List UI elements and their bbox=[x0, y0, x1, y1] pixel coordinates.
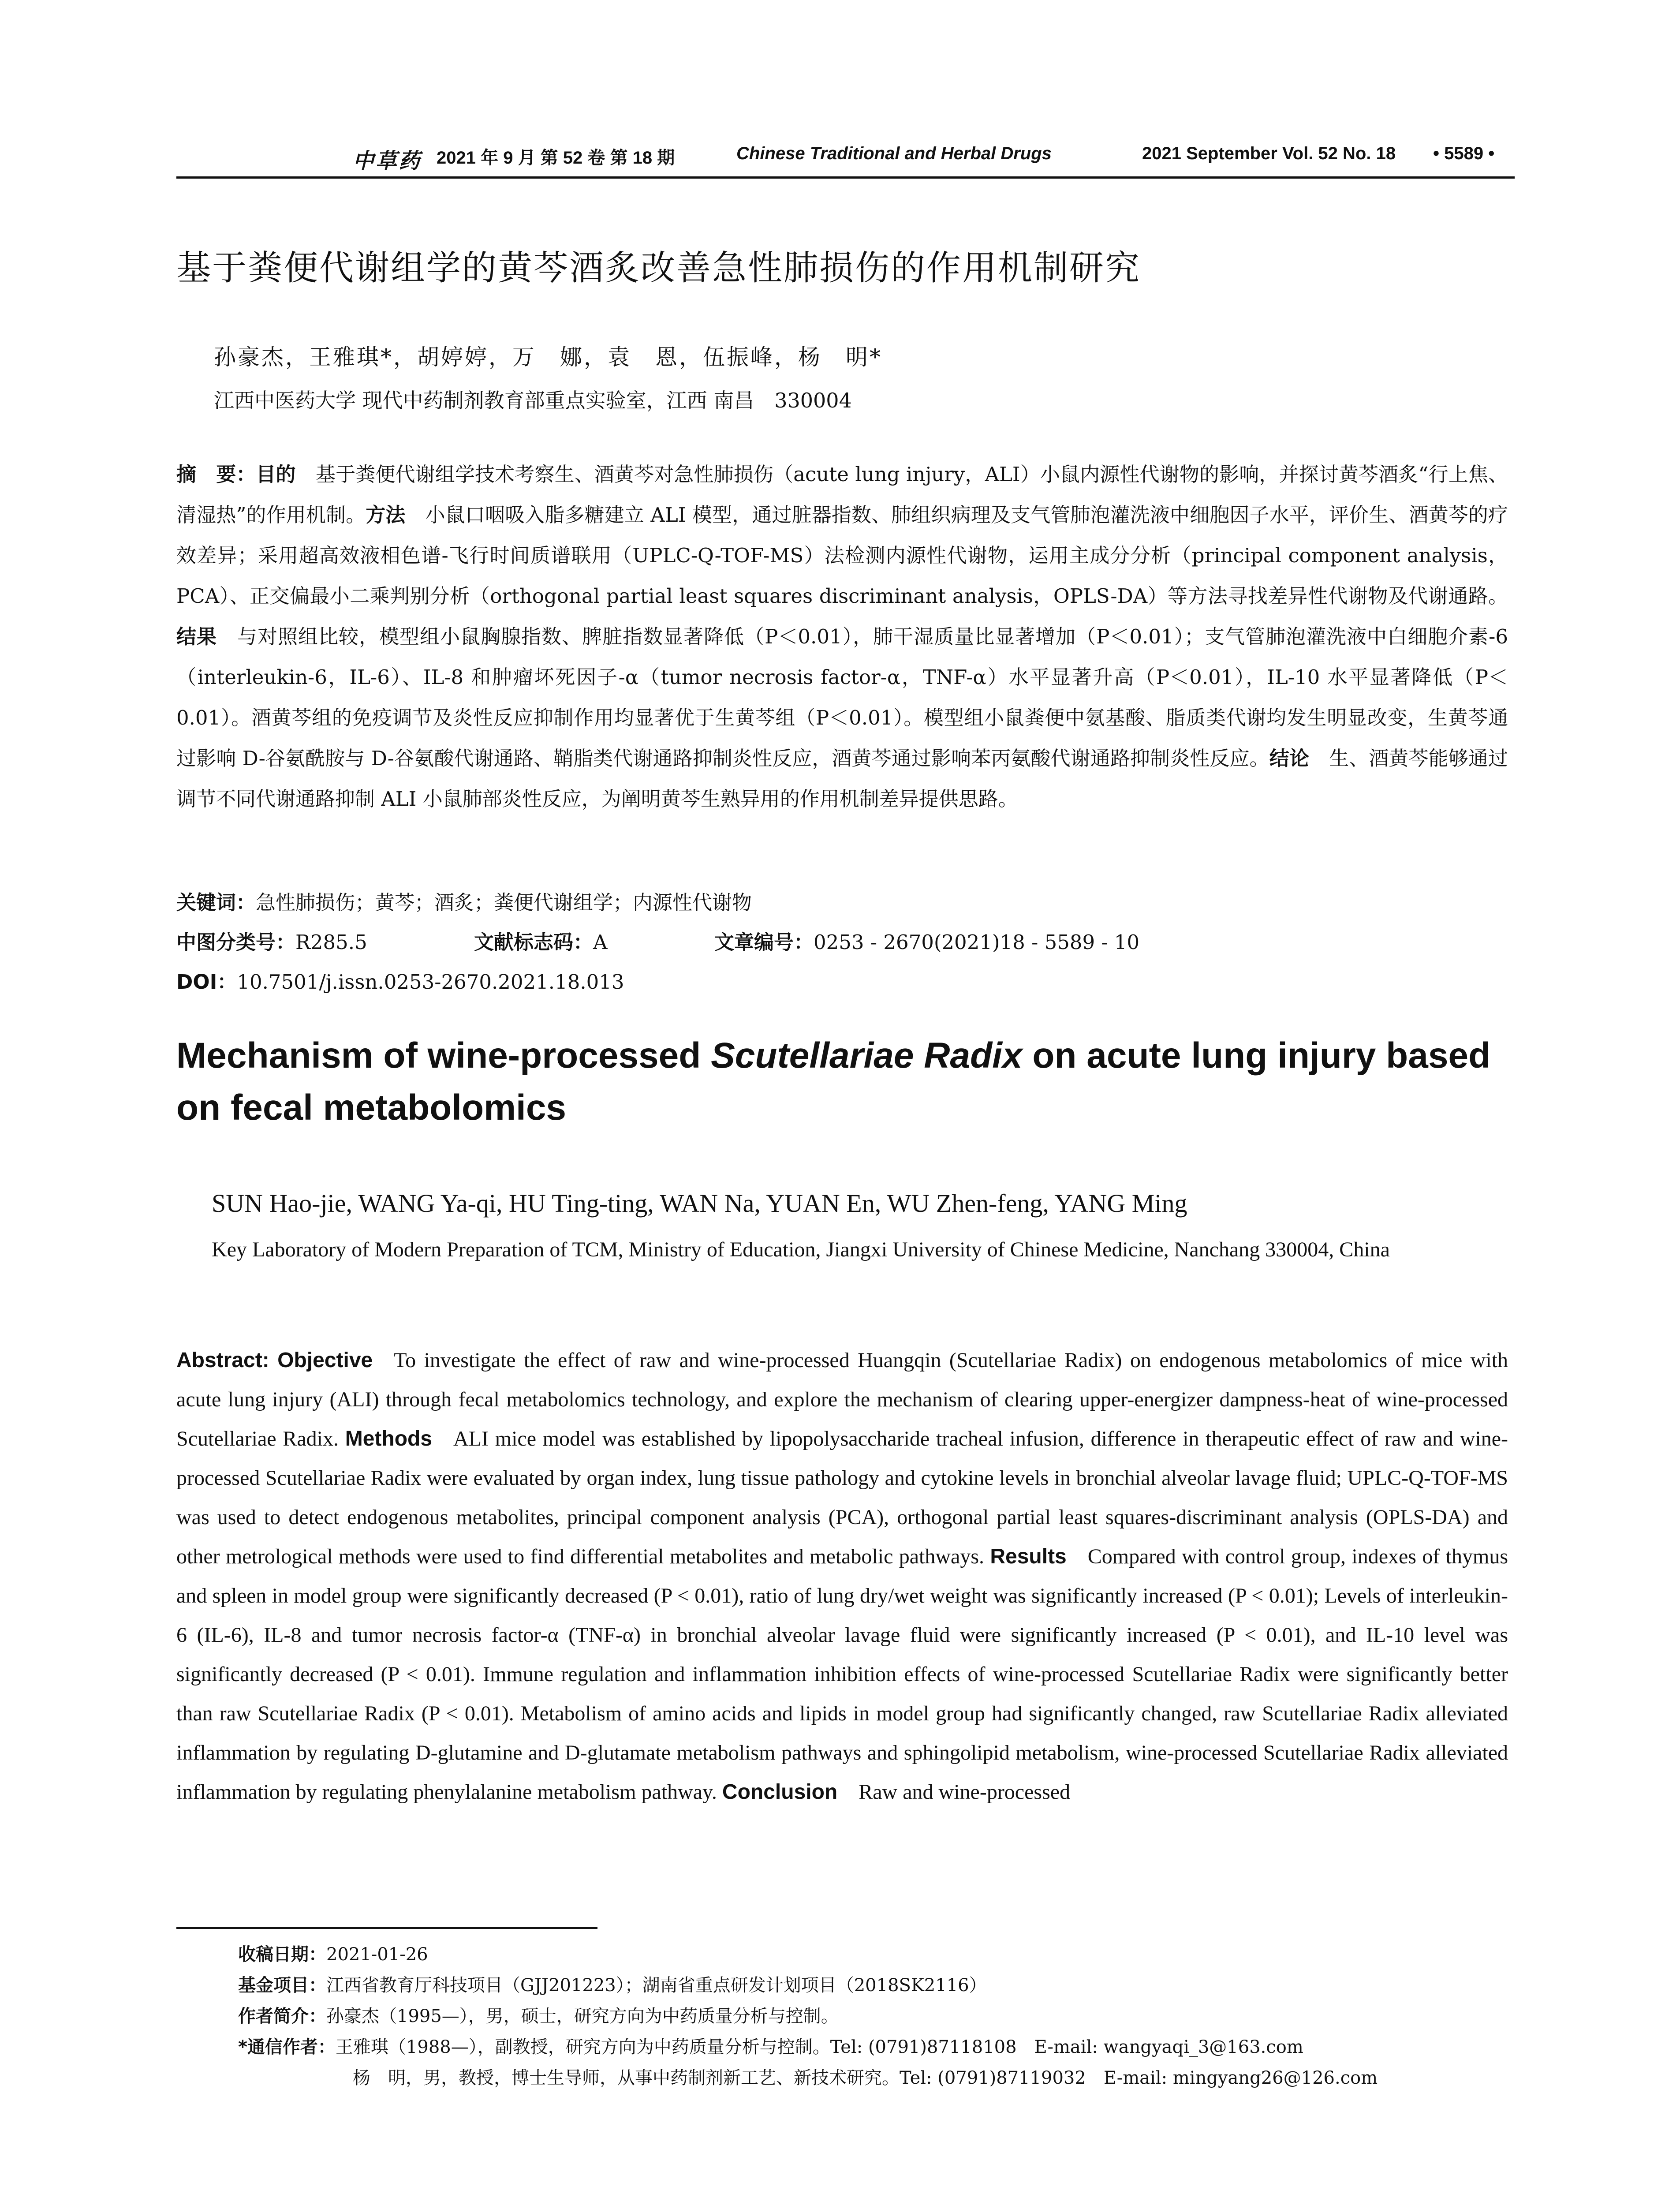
en-conclusion-label: Conclusion bbox=[722, 1780, 838, 1804]
journal-en: Chinese Traditional and Herbal Drugs bbox=[736, 144, 1052, 163]
fn-received bbox=[238, 1940, 428, 1966]
fn-corr-value-1: 王雅琪（1988—），副教授，研究方向为中药质量分析与控制。Tel: (0791)87118108 E-mail: wangyaqi_3@163.com bbox=[335, 2037, 1303, 2057]
en-title-italic: Scutellariae Radix bbox=[711, 1035, 1023, 1076]
cn-abstract-label: 摘 要： bbox=[176, 463, 256, 486]
en-title-part2: on acute lung injury based on fecal metabolomics bbox=[176, 1035, 1491, 1128]
fn-author-value: 孙豪杰（1995—），男，硕士，研究方向为中药质量分析与控制。 bbox=[326, 2006, 839, 2026]
cn-clc-line bbox=[176, 926, 367, 955]
en-abstract-label: Abstract: bbox=[176, 1349, 269, 1372]
cn-doi-label: DOI： bbox=[176, 970, 237, 994]
fn-received-value: 2021-01-26 bbox=[326, 1944, 428, 1965]
en-conclusion: Raw and wine-processed bbox=[859, 1780, 1071, 1804]
running-header bbox=[176, 144, 1508, 175]
fn-corr-label: *通信作者： bbox=[238, 2037, 336, 2057]
issue-cn: 2021 年 9 月 第 52 卷 第 18 期 bbox=[437, 148, 675, 168]
en-results-label: Results bbox=[990, 1545, 1067, 1568]
en-title bbox=[176, 1030, 1521, 1134]
cn-conclusion: 生、酒黄芩能够通过调节不同代谢通路抑制 ALI 小鼠肺部炎性反应，为阐明黄芩生熟异用的作用机制差异提供思路。 bbox=[176, 747, 1508, 811]
en-methods-label: Methods bbox=[345, 1427, 433, 1450]
fn-fund-label: 基金项目： bbox=[238, 1975, 326, 1996]
cn-keywords-label: 关键词： bbox=[176, 891, 256, 914]
issue-en: 2021 September Vol. 52 No. 18 bbox=[1142, 144, 1396, 163]
fn-received-label: 收稿日期： bbox=[238, 1944, 326, 1965]
en-affiliation: Key Laboratory of Modern Preparation of TCM, Ministry of Education, Jiangxi University of Chinese Medicine, Nanchang 330004, China bbox=[212, 1238, 1390, 1261]
en-abstract bbox=[176, 1341, 1508, 1812]
cn-article-no-line bbox=[714, 926, 1139, 955]
fn-corresponding bbox=[238, 2033, 1303, 2058]
cn-clc-label: 中图分类号： bbox=[176, 931, 296, 954]
en-objective: To investigate the effect of raw and wine-processed Huangqin (Scutellariae Radix) on endogenous metabolomics of mice with acute lung injury (ALI) through fecal metabolomics technology, and explore the mechanism of clearing upper-energizer dampness-heat of wine-processed Scutellariae Radix. bbox=[176, 1349, 1508, 1450]
cn-doccode-label: 文献标志码： bbox=[474, 931, 594, 954]
cn-conclusion-label: 结论 bbox=[1269, 747, 1309, 770]
cn-article-no: 0253 - 2670(2021)18 - 5589 - 10 bbox=[814, 931, 1140, 954]
journal-cn: 中草药 bbox=[353, 149, 422, 173]
cn-objective-label: 目的 bbox=[256, 463, 296, 486]
en-methods: ALI mice model was established by lipopolysaccharide tracheal infusion, difference in therapeutic effect of raw and wine-processed Scutellariae Radix were evaluated by organ index, lung tissue pathology and cytokine levels in bronchial alveolar lavage fluid; UPLC-Q-TOF-MS was used to detect endogenous metabolites, principal component analysis (PCA), orthogonal partial least squares-discriminant analysis (OPLS-DA) and other metrological methods were used to find differential metabolites and metabolic pathways. bbox=[176, 1427, 1508, 1568]
cn-doi-line bbox=[176, 966, 624, 994]
en-objective-label: Objective bbox=[277, 1349, 373, 1372]
fn-author bbox=[238, 2002, 839, 2027]
en-title-part1: Mechanism of wine-processed bbox=[176, 1035, 711, 1076]
cn-article-no-label: 文章编号： bbox=[714, 931, 814, 954]
fn-author-label: 作者简介： bbox=[238, 2006, 326, 2026]
en-results: Compared with control group, indexes of thymus and spleen in model group were significantly decreased (P < 0.01), ratio of lung dry/wet weight was significantly increased (P < 0.01); Levels of interleukin-6 (IL-6), IL-8 and tumor necrosis factor-α (TNF-α) in bronchial alveolar lavage fluid were significantly increased (P < 0.01), and IL-10 level was significantly decreased (P < 0.01). Immune regulation and inflammation inhibition effects of wine-processed Scutellariae Radix were significantly better than raw Scutellariae Radix (P < 0.01). Metabolism of amino acids and lipids in model group had significantly changed, raw Scutellariae Radix alleviated inflammation by regulating D-glutamine and D-glutamate metabolism pathways and sphingolipid metabolism, wine-processed Scutellariae Radix alleviated inflammation by regulating phenylalanine metabolism pathway. bbox=[176, 1545, 1508, 1804]
cn-affiliation: 江西中医药大学 现代中药制剂教育部重点实验室，江西 南昌 330004 bbox=[214, 389, 852, 412]
cn-methods-label: 方法 bbox=[366, 503, 406, 527]
cn-keywords: 急性肺损伤；黄芩；酒炙；粪便代谢组学；内源性代谢物 bbox=[256, 891, 752, 914]
cn-doccode: A bbox=[593, 931, 608, 954]
cn-authors: 孙豪杰，王雅琪*，胡婷婷，万 娜，袁 恩，伍振峰，杨 明* bbox=[214, 344, 882, 370]
cn-results-label: 结果 bbox=[176, 625, 217, 648]
fn-fund-value: 江西省教育厅科技项目（GJJ201223）；湖南省重点研发计划项目（2018SK2116） bbox=[326, 1975, 987, 1996]
en-authors: SUN Hao-jie, WANG Ya-qi, HU Ting-ting, WAN Na, YUAN En, WU Zhen-feng, YANG Ming bbox=[212, 1189, 1187, 1218]
cn-results: 与对照组比较，模型组小鼠胸腺指数、脾脏指数显著降低（P＜0.01），肺干湿质量比显著增加（P＜0.01）；支气管肺泡灌洗液中白细胞介素-6（interleukin-6，IL-6）、IL-8 和肿瘤坏死因子-α（tumor necrosis factor-α，TNF-α）水平显著升高（P＜0.01），IL-10 水平显著降低（P＜0.01）。酒黄芩组的免疫调节及炎性反应抑制作用均显著优于生黄芩组（P＜0.01）。模型组小鼠粪便中氨基酸、脂质类代谢均发生明显改变，生黄芩通过影响 D-谷氨酰胺与 D-谷氨酸代谢通路、鞘脂类代谢通路抑制炎性反应，酒黄芩通过影响苯丙氨酸代谢通路抑制炎性反应。 bbox=[176, 625, 1508, 770]
cn-abstract bbox=[176, 454, 1508, 819]
cn-title: 基于粪便代谢组学的黄芩酒炙改善急性肺损伤的作用机制研究 bbox=[176, 248, 1141, 288]
cn-clc: R285.5 bbox=[295, 931, 367, 954]
cn-doccode-line bbox=[474, 926, 608, 955]
fn-corresponding-2: 杨 明，男，教授，博士生导师，从事中药制剂新工艺、新技术研究。Tel: (0791)87119032 E-mail: mingyang26@126.com bbox=[353, 2068, 1378, 2088]
cn-objective: 基于粪便代谢组学技术考察生、酒黄芩对急性肺损伤（acute lung injury，ALI）小鼠内源性代谢物的影响，并探讨黄芩酒炙“行上焦、清湿热”的作用机制。 bbox=[176, 463, 1508, 527]
header-rule bbox=[176, 176, 1515, 179]
footnote-rule bbox=[176, 1927, 597, 1929]
page-number: • 5589 • bbox=[1433, 144, 1495, 163]
cn-doi: 10.7501/j.issn.0253-2670.2021.18.013 bbox=[237, 970, 624, 994]
cn-keywords-line bbox=[176, 886, 752, 915]
fn-fund bbox=[238, 1971, 987, 1996]
cn-methods: 小鼠口咽吸入脂多糖建立 ALI 模型，通过脏器指数、肺组织病理及支气管肺泡灌洗液中细胞因子水平，评价生、酒黄芩的疗效差异；采用超高效液相色谱-飞行时间质谱联用（UPLC-Q-TOF-MS）法检测内源性代谢物，运用主成分分析（principal component analysis，PCA）、正交偏最小二乘判别分析（orthogonal partial least squares discriminant analysis，OPLS-DA）等方法寻找差异性代谢物及代谢通路。 bbox=[176, 503, 1508, 608]
